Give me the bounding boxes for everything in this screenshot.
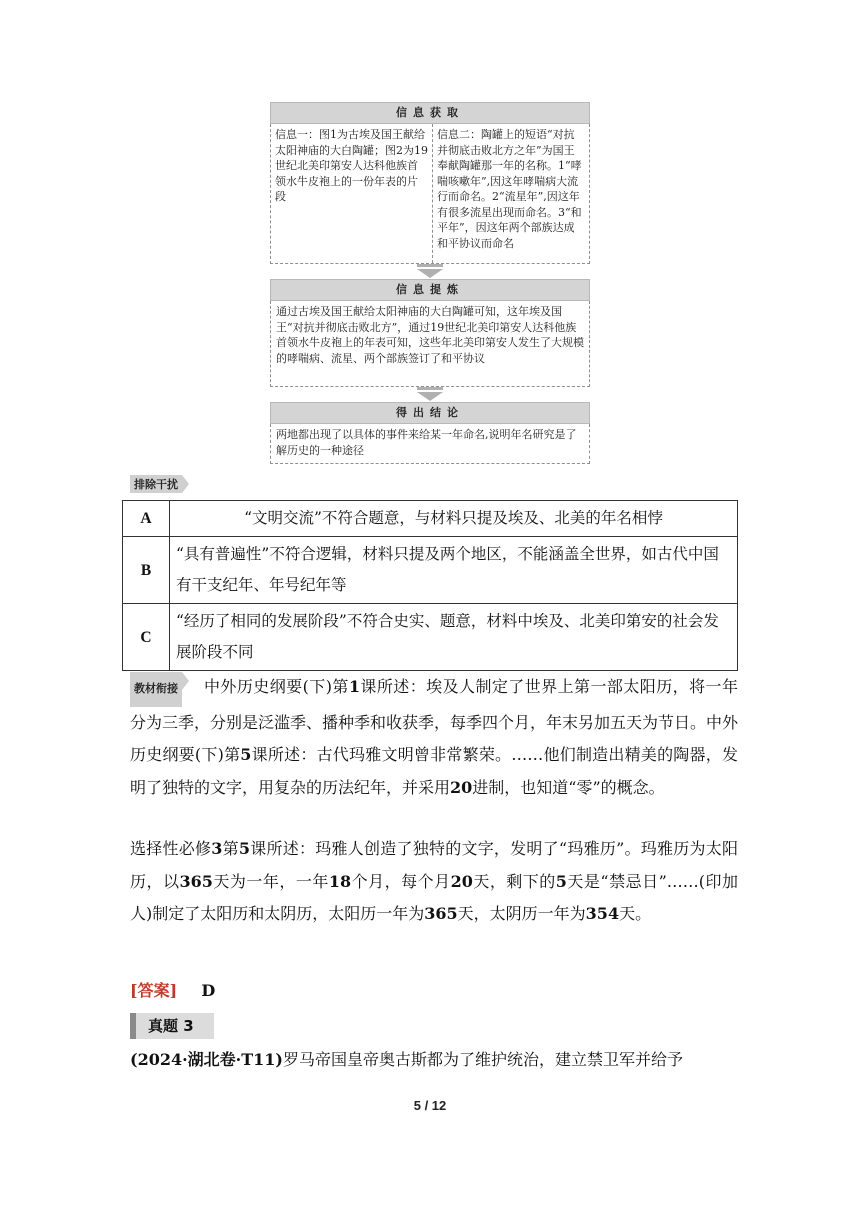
question-3-stem bbox=[130, 1044, 738, 1077]
question-3-title: 真题 3 bbox=[130, 1013, 214, 1039]
textbook-paragraph-2 bbox=[130, 833, 738, 931]
option-key: B bbox=[123, 537, 170, 604]
text-run: 进制，也知道“零”的概念。 bbox=[472, 777, 665, 797]
number: 354 bbox=[585, 904, 620, 923]
number: 5 bbox=[555, 871, 567, 891]
text-run: 天为一年，一年 bbox=[212, 871, 329, 891]
table-row bbox=[123, 537, 738, 604]
down-arrow-icon bbox=[417, 392, 443, 401]
flow-arrow-stem bbox=[417, 387, 443, 390]
number: 5 bbox=[238, 839, 251, 858]
number: 5 bbox=[240, 745, 252, 764]
option-key: C bbox=[123, 604, 170, 671]
page-number: 5 / 12 bbox=[413, 1098, 447, 1113]
answer-value: D bbox=[201, 981, 216, 1000]
text-run: 天，剩下的 bbox=[472, 871, 556, 891]
info-flow-chart bbox=[270, 102, 590, 464]
table-row bbox=[123, 501, 738, 537]
text-run: 天。 bbox=[619, 904, 652, 923]
refine-box: 通过古埃及国王献给太阳神庙的大白陶罐可知，这年埃及国王“对抗并彻底击败北方”，通过19世纪北美印第安人达科他族首领水牛皮袍上的年表可知，这些年北美印第安人发生了大规模的哮喘病、流星、两个部族签订了和平协议 bbox=[270, 301, 590, 387]
number: 365 bbox=[179, 871, 213, 891]
number: 365 bbox=[424, 904, 458, 923]
option-analysis: “经历了相同的发展阶段”不符合史实、题意，材料中埃及、北美印第安的社会发展阶段不同 bbox=[170, 604, 738, 671]
info-one: 信息一：图1为古埃及国王献给太阳神庙的大白陶罐；图2为19世纪北美印第安人达科他族首领水牛皮袍上的一份年表的片段 bbox=[271, 124, 433, 263]
textbook-tag: 教材衔接 bbox=[130, 672, 182, 707]
option-analysis: “文明交流”不符合题意，与材料只提及埃及、北美的年名相悖 bbox=[170, 501, 738, 537]
text-run: 选择性必修 bbox=[130, 839, 212, 858]
question-text: 罗马帝国皇帝奥古斯都为了维护统治，建立禁卫军并给予 bbox=[283, 1050, 684, 1069]
number: 3 bbox=[211, 839, 223, 858]
conclusion-box: 两地都出现了以具体的事件来给某一年命名,说明年名研究是了解历史的一种途径 bbox=[270, 424, 590, 464]
info-two: 信息二：陶罐上的短语“对抗并彻底击败北方之年”为国王奉献陶罐那一年的名称。1“哮喘咳嗽年”,因这年哮喘病大流行而命名。2“流星年”,因这年有很多流星出现而命名。3“和平年”，因这年两个部族达成和平协议而命名 bbox=[437, 128, 582, 250]
flow-step-title: 信息获取 bbox=[270, 102, 590, 124]
number: 20 bbox=[450, 777, 473, 797]
option-key: A bbox=[123, 501, 170, 537]
number: 1 bbox=[348, 677, 360, 696]
flow-step-title: 信息提炼 bbox=[270, 279, 590, 301]
number: 20 bbox=[450, 871, 473, 891]
text-run: 天是“禁忌日”……(印加人)制定了太阳历和太阴历，太阳历一年为 bbox=[130, 871, 738, 923]
text-run: 中外历史纲要(下)第 bbox=[203, 677, 349, 696]
option-analysis: “具有普遍性”不符合逻辑，材料只提及两个地区，不能涵盖全世界，如古代中国有干支纪年、年号纪年等 bbox=[170, 537, 738, 604]
info-row bbox=[270, 124, 590, 264]
flow-arrow-stem bbox=[417, 264, 443, 267]
answer-label: [答案] bbox=[130, 981, 178, 1000]
text-run: 个月，每个月 bbox=[351, 871, 451, 891]
text-run: 天，太阴历一年为 bbox=[457, 904, 586, 923]
table-row bbox=[123, 604, 738, 671]
text-run: 第 bbox=[222, 839, 239, 858]
question-source: (2024·湖北卷·T11) bbox=[130, 1050, 283, 1069]
exclude-section-header bbox=[130, 473, 182, 493]
options-table bbox=[122, 500, 738, 671]
text-run: 课所述：埃及人制定了世界上第一部太阳历，将一年分为三季，分别是泛滥季、播种季和收获季，每季四个月，年末另加五天为节日。中外历史纲要(下)第 bbox=[130, 677, 739, 764]
text-run: 课所述：玛雅人创造了独特的文字，发明了“玛雅历”。玛雅历为太阳历，以 bbox=[130, 839, 738, 891]
flow-step-title: 得出结论 bbox=[270, 402, 590, 424]
down-arrow-icon bbox=[417, 269, 443, 278]
exclude-tag: 排除干扰 bbox=[130, 475, 182, 493]
text-run: 课所述：古代玛雅文明曾非常繁荣。……他们制造出精美的陶器，发明了独特的文字，用复杂的历法纪年，并采用 bbox=[130, 745, 738, 797]
answer-line bbox=[130, 975, 738, 1008]
textbook-paragraph-1 bbox=[130, 671, 738, 804]
number: 18 bbox=[328, 871, 352, 891]
